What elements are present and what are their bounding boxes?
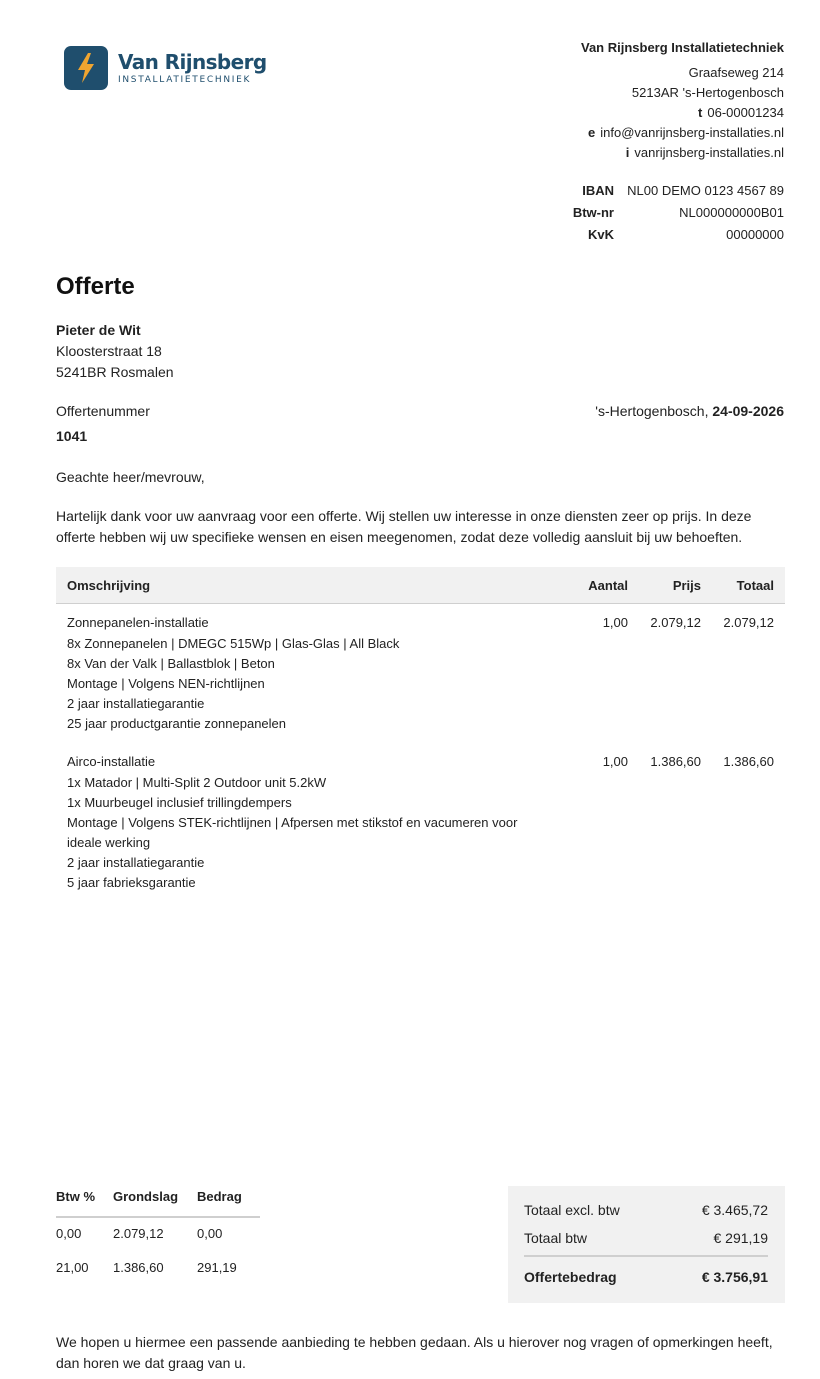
bank-label: KvK (587, 227, 614, 242)
place-date (595, 401, 784, 421)
total-excl-value: € 3.465,72 (701, 1202, 768, 1218)
vat-header-amount: Bedrag (197, 1189, 242, 1204)
items-table-header (56, 567, 785, 604)
item-line: 1x Muurbeugel inclusief trillingdempers (67, 795, 292, 810)
totals-box (508, 1186, 785, 1303)
client-city: 5241BR Rosmalen (56, 364, 174, 380)
vat-amount: 291,19 (197, 1260, 237, 1275)
item-line: ideale werking (67, 835, 151, 850)
table-row (56, 613, 785, 734)
offer-amount-label: Offertebedrag (524, 1269, 617, 1285)
vat-base: 1.386,60 (113, 1260, 164, 1275)
vat-row (56, 1258, 260, 1278)
intro-text: Hartelijk dank voor uw aanvraag voor een offerte. Wij stellen uw interesse in onze diensten zeer op prijs. In deze offerte hebben wij uw specifieke wensen en eisen meegenomen, zodat deze volledig aansluit bij uw behoeften. (56, 508, 752, 545)
vat-base: 2.079,12 (113, 1226, 164, 1241)
company-city: 5213AR 's-Hertogenbosch (631, 85, 784, 100)
company-street: Graafseweg 214 (688, 65, 784, 80)
item-price: 2.079,12 (650, 615, 701, 630)
header-description: Omschrijving (67, 577, 151, 593)
bank-details (554, 180, 784, 246)
closing-text: We hopen u hiermee een passende aanbieding te hebben gedaan. Als u hierover nog vragen of opmerkingen heeft, dan horen we dat graag van u. (56, 1334, 773, 1371)
bank-row-kvk (554, 224, 784, 246)
total-excl-label: Totaal excl. btw (524, 1202, 620, 1218)
total-vat-row (524, 1228, 768, 1248)
item-description (67, 752, 568, 893)
client-address (56, 320, 174, 383)
bank-value: NL000000000B01 (679, 205, 784, 220)
offer-number: 1041 (56, 428, 88, 444)
bank-row-btw (554, 202, 784, 224)
phone-label: t (698, 105, 703, 120)
vat-table-header (56, 1189, 260, 1218)
greeting: Geachte heer/mevrouw, (56, 469, 205, 485)
logo-subtitle: INSTALLATIETECHNIEK (118, 74, 252, 85)
vat-rate: 0,00 (56, 1226, 82, 1241)
items-table (56, 567, 785, 893)
bank-row-iban (554, 180, 784, 202)
item-line: 8x Zonnepanelen | DMEGC 515Wp | Glas-Glas | All Black (67, 636, 400, 651)
item-quantity: 1,00 (602, 754, 628, 769)
phone-value: 06-00001234 (707, 105, 784, 120)
bank-label: Btw-nr (572, 205, 614, 220)
company-email (581, 123, 784, 143)
company-details (581, 40, 784, 163)
item-quantity: 1,00 (602, 615, 628, 630)
offer-amount-row (524, 1255, 768, 1287)
bank-value: NL00 DEMO 0123 4567 89 (627, 183, 784, 198)
vat-rate: 21,00 (56, 1260, 89, 1275)
header-price: Prijs (672, 577, 701, 593)
company-name: Van Rijnsberg Installatietechniek (580, 40, 784, 55)
bank-value: 00000000 (726, 227, 784, 242)
item-line: Montage | Volgens STEK-richtlijnen | Afpersen met stikstof en vacumeren voor (67, 815, 518, 830)
item-title: Airco-installatie (67, 754, 156, 769)
header-total: Totaal (736, 577, 774, 593)
client-name: Pieter de Wit (56, 322, 141, 338)
vat-amount: 0,00 (197, 1226, 223, 1241)
item-total: 2.079,12 (723, 615, 774, 630)
email-label: e (588, 125, 596, 140)
offer-number-label: Offertenummer (56, 403, 150, 419)
vat-row (56, 1224, 260, 1244)
item-title: Zonnepanelen-installatie (67, 615, 209, 630)
header-quantity: Aantal (588, 577, 628, 593)
vat-header-base: Grondslag (113, 1189, 179, 1204)
vat-table (56, 1189, 260, 1278)
logo-name: Van Rijnsberg (118, 49, 267, 74)
document-title: Offerte (56, 273, 135, 300)
client-street: Kloosterstraat 18 (56, 343, 162, 359)
web-value: vanrijnsberg-installaties.nl (634, 145, 784, 160)
item-line: 8x Van der Valk | Ballastblok | Beton (67, 656, 275, 671)
item-line: 25 jaar productgarantie zonnepanelen (67, 716, 287, 731)
offer-amount-value: € 3.756,91 (701, 1269, 768, 1285)
company-phone (581, 103, 784, 123)
item-line: 2 jaar installatiegarantie (67, 855, 205, 870)
bank-label: IBAN (582, 183, 614, 198)
email-value: info@vanrijnsberg-installaties.nl (600, 125, 784, 140)
table-row (56, 752, 785, 893)
lightning-bolt-icon (64, 46, 108, 90)
total-excl-row (524, 1200, 768, 1220)
item-description (67, 613, 568, 734)
item-line: 5 jaar fabrieksgarantie (67, 875, 196, 890)
item-total: 1.386,60 (723, 754, 774, 769)
total-vat-value: € 291,19 (713, 1230, 768, 1246)
date: 24-09-2026 (712, 403, 784, 419)
company-logo (64, 46, 267, 90)
item-line: Montage | Volgens NEN-richtlijnen (67, 676, 265, 691)
place: 's-Hertogenbosch, (595, 403, 709, 419)
item-line: 1x Matador | Multi-Split 2 Outdoor unit 5.2kW (67, 775, 327, 790)
total-vat-label: Totaal btw (524, 1230, 588, 1246)
item-price: 1.386,60 (650, 754, 701, 769)
item-line: 2 jaar installatiegarantie (67, 696, 205, 711)
vat-header-rate: Btw % (56, 1189, 95, 1204)
web-label: i (625, 145, 630, 160)
company-web (581, 143, 784, 163)
